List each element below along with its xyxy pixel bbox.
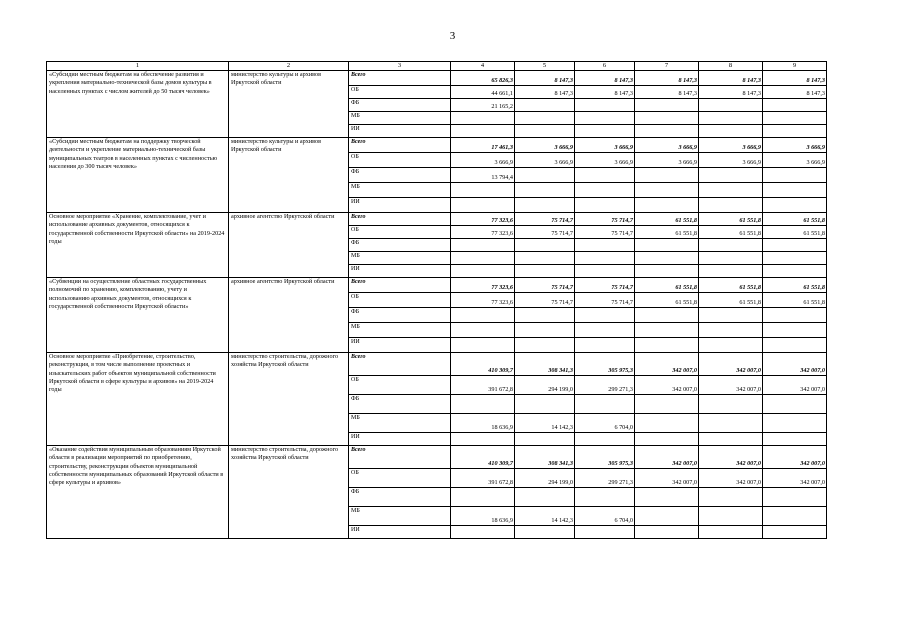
value-cell: 61 551,8	[699, 226, 763, 239]
value-cell	[575, 338, 635, 353]
value-cell	[699, 183, 763, 198]
activity-name: «Субсидии местным бюджетам на обеспечение развития и укрепления материально-технической базы домов культуры в населенных пунктах с числом жителей до 50 тысяч человек»	[47, 71, 229, 138]
value-cell: 342 007,0	[635, 446, 699, 469]
funding-source-cell: МБ	[349, 112, 451, 125]
header-cell: 2	[229, 62, 349, 71]
value-cell: 8 147,3	[575, 86, 635, 99]
executor-name: архивное агентство Иркутской области	[229, 213, 349, 278]
value-cell: 61 551,8	[699, 213, 763, 226]
value-cell: 61 551,8	[763, 226, 827, 239]
executor-name: министерство строительства, дорожного хозяйства Иркутской области	[229, 353, 349, 446]
value-cell	[575, 526, 635, 539]
page-number: 3	[449, 30, 456, 42]
value-cell	[575, 433, 635, 446]
value-cell	[635, 265, 699, 278]
value-cell: 8 147,3	[635, 71, 699, 86]
header-cell: 8	[699, 62, 763, 71]
funding-source-cell: ИИ	[349, 338, 451, 353]
value-cell	[451, 433, 515, 446]
value-cell	[515, 395, 575, 414]
value-cell	[515, 183, 575, 198]
executor-name: архивное агентство Иркутской области	[229, 278, 349, 353]
value-cell	[635, 323, 699, 338]
value-cell	[515, 433, 575, 446]
value-cell: 299 271,3	[575, 469, 635, 488]
funding-source-cell: Всего	[349, 278, 451, 293]
value-cell: 77 323,6	[451, 278, 515, 293]
value-cell	[451, 198, 515, 213]
value-cell: 391 672,8	[451, 376, 515, 395]
value-cell	[635, 125, 699, 138]
value-cell	[575, 265, 635, 278]
funding-source-cell: ОБ	[349, 376, 451, 395]
value-cell	[635, 395, 699, 414]
value-cell	[699, 265, 763, 278]
value-cell	[575, 395, 635, 414]
value-cell: 61 551,8	[763, 278, 827, 293]
funding-source-cell: ФБ	[349, 168, 451, 183]
value-cell	[451, 239, 515, 252]
value-cell	[451, 125, 515, 138]
value-cell	[763, 198, 827, 213]
value-cell: 44 661,1	[451, 86, 515, 99]
value-cell: 8 147,3	[575, 71, 635, 86]
value-cell	[763, 168, 827, 183]
value-cell	[515, 323, 575, 338]
funding-source-cell: ФБ	[349, 488, 451, 507]
activity-name: «Субвенции на осуществление областных государственных полномочий по хранению, комплектованию, учету и использованию архивных документов, относящихся к государственной собственности Иркутской области»	[47, 278, 229, 353]
value-cell: 17 461,3	[451, 138, 515, 153]
value-cell	[515, 308, 575, 323]
value-cell	[451, 252, 515, 265]
value-cell: 294 199,0	[515, 376, 575, 395]
value-cell	[515, 265, 575, 278]
value-cell	[575, 125, 635, 138]
value-cell: 65 826,3	[451, 71, 515, 86]
value-cell: 308 341,3	[515, 353, 575, 376]
value-cell	[515, 125, 575, 138]
value-cell: 342 007,0	[699, 376, 763, 395]
funding-source-cell: ОБ	[349, 469, 451, 488]
value-cell: 3 666,9	[515, 153, 575, 168]
value-cell: 61 551,8	[763, 213, 827, 226]
value-cell: 342 007,0	[699, 469, 763, 488]
value-cell: 3 666,9	[451, 153, 515, 168]
value-cell	[763, 265, 827, 278]
funding-source-cell: Всего	[349, 213, 451, 226]
header-cell: 1	[47, 62, 229, 71]
budget-table	[46, 61, 827, 539]
value-cell: 18 636,9	[451, 507, 515, 526]
value-cell	[635, 168, 699, 183]
value-cell	[699, 338, 763, 353]
value-cell: 75 714,7	[575, 293, 635, 308]
activity-name: «Субсидии местным бюджетам на поддержку творческой деятельности и укрепление материально-технической базы муниципальных театров в населенных пунктах с численностью населения до 300 тысяч человек»	[47, 138, 229, 213]
value-cell	[635, 252, 699, 265]
funding-source-cell: МБ	[349, 183, 451, 198]
value-cell: 391 672,8	[451, 469, 515, 488]
value-cell	[515, 198, 575, 213]
value-cell	[763, 112, 827, 125]
value-cell	[635, 198, 699, 213]
value-cell: 305 975,3	[575, 446, 635, 469]
value-cell	[699, 323, 763, 338]
value-cell: 342 007,0	[635, 376, 699, 395]
value-cell	[699, 125, 763, 138]
funding-source-cell: МБ	[349, 414, 451, 433]
value-cell	[699, 507, 763, 526]
value-cell	[635, 239, 699, 252]
value-cell: 3 666,9	[575, 153, 635, 168]
value-cell: 61 551,8	[699, 278, 763, 293]
value-cell	[763, 125, 827, 138]
value-cell	[515, 99, 575, 112]
value-cell	[575, 308, 635, 323]
value-cell	[515, 168, 575, 183]
value-cell: 61 551,8	[635, 213, 699, 226]
table-row	[47, 138, 827, 153]
value-cell	[763, 507, 827, 526]
value-cell: 18 636,9	[451, 414, 515, 433]
funding-source-cell: МБ	[349, 323, 451, 338]
activity-name: «Оказание содействия муниципальным образованиям Иркутской области в реализации мероприятий по приобретению, строительству, реконструкции объектов муниципальной собственности муниципальных образований Иркутской области в сфере культуры и архивов»	[47, 446, 229, 539]
value-cell	[763, 395, 827, 414]
value-cell	[763, 323, 827, 338]
value-cell	[635, 99, 699, 112]
funding-source-cell: ОБ	[349, 153, 451, 168]
value-cell: 3 666,9	[515, 138, 575, 153]
value-cell	[699, 168, 763, 183]
value-cell: 342 007,0	[763, 353, 827, 376]
value-cell	[635, 338, 699, 353]
value-cell: 342 007,0	[635, 469, 699, 488]
value-cell	[451, 488, 515, 507]
funding-source-cell: ИИ	[349, 265, 451, 278]
executor-name: министерство строительства, дорожного хозяйства Иркутской области	[229, 446, 349, 539]
value-cell	[575, 252, 635, 265]
value-cell	[575, 183, 635, 198]
activity-name: Основное мероприятие «Хранение, комплектование, учет и использование архивных документов, относящихся к государственной собственности Иркутской области» на 2019-2024 годы	[47, 213, 229, 278]
value-cell	[575, 323, 635, 338]
value-cell	[699, 433, 763, 446]
value-cell: 75 714,7	[515, 226, 575, 239]
value-cell	[451, 112, 515, 125]
value-cell	[635, 488, 699, 507]
value-cell	[451, 323, 515, 338]
funding-source-cell: ОБ	[349, 226, 451, 239]
header-cell: 5	[515, 62, 575, 71]
value-cell: 61 551,8	[699, 293, 763, 308]
value-cell	[575, 488, 635, 507]
value-cell	[763, 488, 827, 507]
value-cell: 342 007,0	[763, 469, 827, 488]
value-cell	[699, 99, 763, 112]
value-cell	[451, 308, 515, 323]
value-cell	[575, 198, 635, 213]
value-cell: 77 323,6	[451, 226, 515, 239]
value-cell: 299 271,3	[575, 376, 635, 395]
value-cell	[451, 526, 515, 539]
executor-name: министерство культуры и архивов Иркутской области	[229, 71, 349, 138]
value-cell: 77 323,6	[451, 293, 515, 308]
value-cell: 342 007,0	[763, 376, 827, 395]
value-cell: 3 666,9	[699, 138, 763, 153]
value-cell	[635, 414, 699, 433]
value-cell	[635, 526, 699, 539]
value-cell: 75 714,7	[575, 278, 635, 293]
value-cell	[575, 99, 635, 112]
value-cell: 3 666,9	[635, 138, 699, 153]
value-cell	[635, 308, 699, 323]
executor-name: министерство культуры и архивов Иркутской области	[229, 138, 349, 213]
value-cell: 410 309,7	[451, 353, 515, 376]
funding-source-cell: ИИ	[349, 433, 451, 446]
value-cell	[763, 526, 827, 539]
value-cell	[515, 526, 575, 539]
value-cell: 3 666,9	[763, 138, 827, 153]
value-cell: 410 309,7	[451, 446, 515, 469]
value-cell: 77 323,6	[451, 213, 515, 226]
funding-source-cell: ФБ	[349, 395, 451, 414]
value-cell	[763, 338, 827, 353]
value-cell	[575, 112, 635, 125]
value-cell: 75 714,7	[515, 213, 575, 226]
value-cell	[763, 99, 827, 112]
value-cell: 21 165,2	[451, 99, 515, 112]
value-cell	[763, 252, 827, 265]
value-cell	[515, 112, 575, 125]
value-cell: 8 147,3	[515, 71, 575, 86]
funding-source-cell: Всего	[349, 138, 451, 153]
funding-source-cell: ФБ	[349, 308, 451, 323]
funding-source-cell: МБ	[349, 507, 451, 526]
header-cell: 4	[451, 62, 515, 71]
value-cell	[699, 252, 763, 265]
value-cell	[699, 112, 763, 125]
table-body	[47, 62, 827, 539]
value-cell	[699, 198, 763, 213]
value-cell: 8 147,3	[699, 71, 763, 86]
funding-source-cell: Всего	[349, 353, 451, 376]
value-cell	[451, 265, 515, 278]
value-cell: 75 714,7	[575, 226, 635, 239]
value-cell: 61 551,8	[635, 226, 699, 239]
value-cell: 3 666,9	[635, 153, 699, 168]
value-cell: 342 007,0	[635, 353, 699, 376]
value-cell	[575, 239, 635, 252]
value-cell: 308 341,3	[515, 446, 575, 469]
funding-source-cell: Всего	[349, 71, 451, 86]
header-cell: 9	[763, 62, 827, 71]
value-cell: 14 142,3	[515, 414, 575, 433]
header-cell: 7	[635, 62, 699, 71]
value-cell: 294 199,0	[515, 469, 575, 488]
value-cell: 8 147,3	[699, 86, 763, 99]
value-cell: 14 142,3	[515, 507, 575, 526]
table-row	[47, 278, 827, 293]
value-cell	[515, 252, 575, 265]
value-cell: 305 975,3	[575, 353, 635, 376]
value-cell	[763, 239, 827, 252]
value-cell: 6 704,0	[575, 414, 635, 433]
value-cell	[699, 526, 763, 539]
value-cell	[699, 414, 763, 433]
funding-source-cell: ОБ	[349, 86, 451, 99]
funding-source-cell: ФБ	[349, 99, 451, 112]
value-cell: 75 714,7	[515, 293, 575, 308]
funding-source-cell: ФБ	[349, 239, 451, 252]
table-row	[47, 353, 827, 376]
value-cell	[451, 183, 515, 198]
activity-name: Основное мероприятие «Приобретение, строительство, реконструкция, в том числе выполнение проектных и изыскательских работ объектов муниципальной собственности Иркутской области в сфере культуры и архивов» на 2019-2024 годы	[47, 353, 229, 446]
value-cell: 61 551,8	[635, 293, 699, 308]
value-cell: 8 147,3	[635, 86, 699, 99]
value-cell: 8 147,3	[763, 86, 827, 99]
value-cell: 342 007,0	[763, 446, 827, 469]
value-cell	[763, 414, 827, 433]
header-cell: 6	[575, 62, 635, 71]
value-cell	[635, 433, 699, 446]
value-cell	[699, 395, 763, 414]
value-cell	[451, 395, 515, 414]
value-cell	[699, 308, 763, 323]
value-cell	[635, 507, 699, 526]
value-cell: 61 551,8	[635, 278, 699, 293]
funding-source-cell: ИИ	[349, 526, 451, 539]
value-cell	[763, 183, 827, 198]
value-cell	[575, 168, 635, 183]
value-cell: 3 666,9	[575, 138, 635, 153]
funding-source-cell: ИИ	[349, 125, 451, 138]
value-cell	[451, 338, 515, 353]
value-cell: 342 007,0	[699, 446, 763, 469]
funding-source-cell: Всего	[349, 446, 451, 469]
value-cell: 3 666,9	[763, 153, 827, 168]
value-cell	[699, 239, 763, 252]
header-row	[47, 62, 827, 71]
value-cell: 8 147,3	[763, 71, 827, 86]
value-cell	[515, 488, 575, 507]
value-cell: 6 704,0	[575, 507, 635, 526]
value-cell	[699, 488, 763, 507]
table-row	[47, 71, 827, 86]
header-cell: 3	[349, 62, 451, 71]
table-row	[47, 446, 827, 469]
value-cell: 13 794,4	[451, 168, 515, 183]
value-cell	[763, 433, 827, 446]
value-cell	[515, 239, 575, 252]
value-cell	[635, 183, 699, 198]
value-cell: 61 551,8	[763, 293, 827, 308]
value-cell: 342 007,0	[699, 353, 763, 376]
table-row	[47, 213, 827, 226]
funding-source-cell: МБ	[349, 252, 451, 265]
value-cell	[763, 308, 827, 323]
funding-source-cell: ИИ	[349, 198, 451, 213]
value-cell: 3 666,9	[699, 153, 763, 168]
value-cell: 8 147,3	[515, 86, 575, 99]
value-cell	[635, 112, 699, 125]
value-cell	[515, 338, 575, 353]
value-cell: 75 714,7	[515, 278, 575, 293]
value-cell: 75 714,7	[575, 213, 635, 226]
funding-source-cell: ОБ	[349, 293, 451, 308]
